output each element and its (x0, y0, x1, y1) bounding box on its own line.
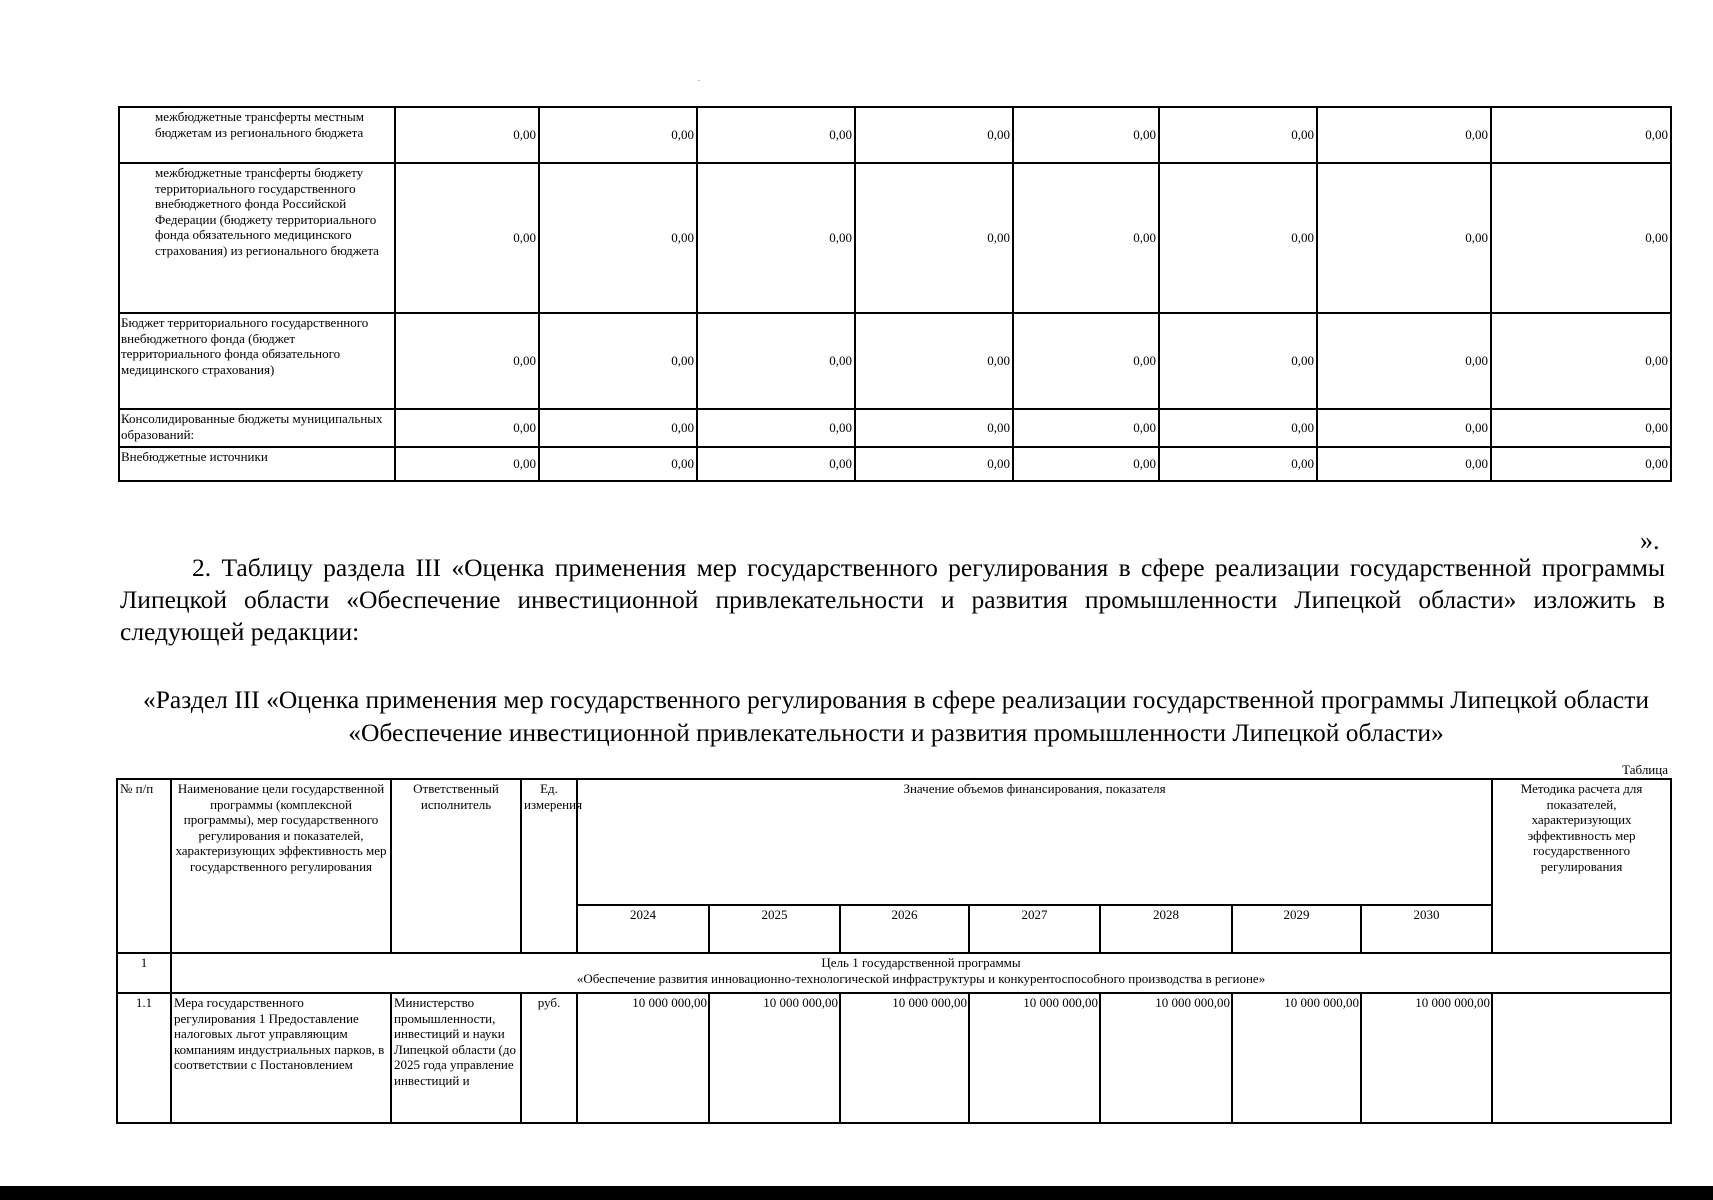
finance-value: 0,00 (1013, 107, 1159, 163)
finance-row (119, 313, 1671, 409)
finance-value: 0,00 (395, 447, 539, 481)
finance-row (119, 409, 1671, 447)
measure-value: 10 000 000,00 (577, 993, 709, 1123)
finance-table (118, 106, 1672, 482)
measure-value: 10 000 000,00 (1232, 993, 1361, 1123)
measure-value: 10 000 000,00 (1361, 993, 1492, 1123)
finance-value: 0,00 (539, 313, 697, 409)
finance-value: 0,00 (697, 163, 855, 313)
finance-value: 0,00 (1491, 447, 1671, 481)
measures-table (116, 778, 1672, 1124)
finance-value: 0,00 (697, 313, 855, 409)
closing-quote: ». (1640, 526, 1660, 555)
header-year: 2030 (1361, 905, 1492, 953)
header-name: Наименование цели государственной программы (комплексной программы), мер государственного регулирования и показателей, характеризующих эффективность мер государственного регулирования (171, 779, 391, 953)
finance-value: 0,00 (1491, 107, 1671, 163)
section-heading: «Раздел III «Оценка применения мер государственного регулирования в сфере реализации государственной программы Липецкой области «Обеспечение инвестиционной привлекательности и развития промышленности Липецкой области» (142, 685, 1650, 747)
measure-value: 10 000 000,00 (1100, 993, 1232, 1123)
finance-value: 0,00 (1159, 163, 1317, 313)
finance-value: 0,00 (1491, 163, 1671, 313)
measure-name: Мера государственного регулирования 1 Предоставление налоговых льгот управляющим компаниям индустриальных парков, в соответствии с Постановлением (171, 993, 391, 1123)
finance-value: 0,00 (539, 107, 697, 163)
finance-value: 0,00 (855, 409, 1013, 447)
finance-value: 0,00 (1317, 107, 1491, 163)
header-year: 2025 (709, 905, 840, 953)
table-label: Таблица (1622, 762, 1668, 777)
finance-value: 0,00 (395, 163, 539, 313)
finance-row (119, 107, 1671, 163)
finance-value: 0,00 (1013, 163, 1159, 313)
header-year: 2029 (1232, 905, 1361, 953)
measure-executor: Министерство промышленности, инвестиций и науки Липецкой области (до 2025 года управление инвестиций и (391, 993, 521, 1123)
header-method: Методика расчета для показателей, характеризующих эффективность мер государственного регулирования (1492, 779, 1671, 953)
finance-value: 0,00 (855, 163, 1013, 313)
measure-unit: руб. (521, 993, 577, 1123)
goal-num: 1 (117, 953, 171, 993)
measure-num: 1.1 (117, 993, 171, 1123)
finance-value: 0,00 (395, 409, 539, 447)
header-num: № п/п (117, 779, 171, 953)
finance-row-label: Бюджет территориального государственного внебюджетного фонда (бюджет территориального фонда обязательного медицинского страхования) (119, 313, 395, 409)
finance-value: 0,00 (1159, 313, 1317, 409)
header-year: 2026 (840, 905, 969, 953)
finance-value: 0,00 (1013, 409, 1159, 447)
measure-value: 10 000 000,00 (840, 993, 969, 1123)
finance-value: 0,00 (1013, 447, 1159, 481)
amendment-paragraph: 2. Таблицу раздела III «Оценка применения мер государственного регулирования в сфере реализации государственной программы Липецкой области «Обеспечение инвестиционной привлекательности и развития промышленности Липецкой области» изложить в следующей редакции: (120, 553, 1665, 646)
finance-value: 0,00 (539, 409, 697, 447)
finance-row-label: Консолидированные бюджеты муниципальных образований: (119, 409, 395, 447)
finance-value: 0,00 (1317, 313, 1491, 409)
finance-value: 0,00 (1159, 447, 1317, 481)
measure-method (1492, 993, 1671, 1123)
header-year: 2024 (577, 905, 709, 953)
finance-value: 0,00 (697, 409, 855, 447)
finance-value: 0,00 (1159, 409, 1317, 447)
goal-line-2: «Обеспечение развития инновационно-технологической инфраструктуры и конкурентоспособного производства в регионе» (576, 970, 1266, 986)
finance-value: 0,00 (395, 107, 539, 163)
finance-value: 0,00 (1013, 313, 1159, 409)
finance-row-label: Внебюджетные источники (119, 447, 395, 481)
finance-row-label: межбюджетные трансферты бюджету территориального государственного внебюджетного фонда Российской Федерации (бюджету территориального фонда обязательного медицинского страхования) из регионального бюджета (119, 163, 395, 313)
header-unit: Ед. измерения (521, 779, 577, 953)
finance-value: 0,00 (697, 107, 855, 163)
measure-value: 10 000 000,00 (969, 993, 1100, 1123)
finance-value: 0,00 (1159, 107, 1317, 163)
finance-value: 0,00 (1491, 409, 1671, 447)
finance-value: 0,00 (539, 163, 697, 313)
finance-value: 0,00 (855, 107, 1013, 163)
measure-value: 10 000 000,00 (709, 993, 840, 1123)
scan-speck (698, 80, 700, 81)
finance-value: 0,00 (539, 447, 697, 481)
finance-row (119, 447, 1671, 481)
header-executor: Ответственный исполнитель (391, 779, 521, 953)
finance-row (119, 163, 1671, 313)
header-year: 2027 (969, 905, 1100, 953)
finance-value: 0,00 (1317, 409, 1491, 447)
header-year: 2028 (1100, 905, 1232, 953)
finance-value: 0,00 (855, 447, 1013, 481)
finance-value: 0,00 (1491, 313, 1671, 409)
goal-title (171, 953, 1671, 993)
finance-row-label: межбюджетные трансферты местным бюджетам из регионального бюджета (119, 107, 395, 163)
scan-edge (0, 1186, 1713, 1200)
goal-line-1: Цель 1 государственной программы (821, 955, 1021, 970)
finance-value: 0,00 (1317, 163, 1491, 313)
header-values-group: Значение объемов финансирования, показателя (577, 779, 1492, 905)
finance-value: 0,00 (697, 447, 855, 481)
finance-value: 0,00 (395, 313, 539, 409)
finance-value: 0,00 (855, 313, 1013, 409)
finance-value: 0,00 (1317, 447, 1491, 481)
